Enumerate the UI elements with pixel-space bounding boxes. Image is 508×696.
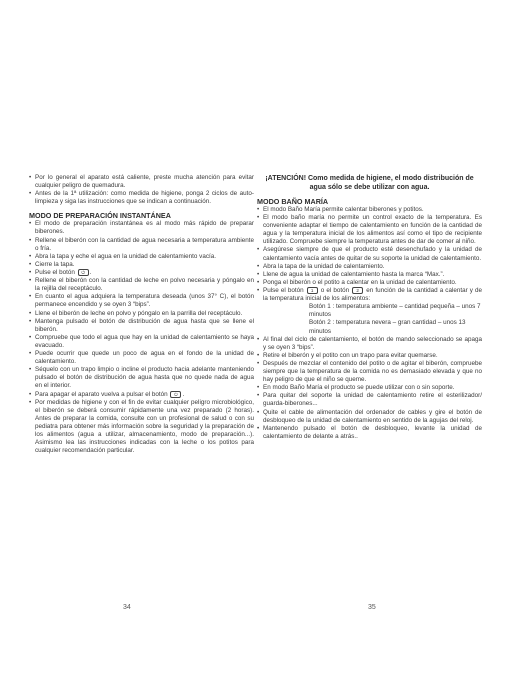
list-item: • Asegúrese siempre de que el producto esté desenchufado y la unidad de calentamiento vacía antes de quitar de su soporte la unidad de calentamiento. (257, 246, 482, 262)
section-heading-instant: MODO DE PREPARACIÓN INSTANTÁNEA (29, 211, 171, 221)
list-item-text: o el botón (320, 287, 350, 295)
button-2-description: Botón 2 : temperatura nevera – gran cantidad – unos 13 minutos (309, 319, 466, 335)
list-item: • Ponga el biberón o el potito a calentar en la unidad de calentamiento. (257, 279, 482, 287)
list-item: • Llene de agua la unidad de calentamiento hasta la marca “Max.”. (257, 271, 482, 279)
list-item: • Después de mezclar el contenido del potito o de agitar el biberón, compruebe siempre que la temperatura de la comida no es demasiado elevada y que no hay peligro de que el niño se queme. (257, 360, 482, 384)
button-2-icon: 2 (352, 287, 363, 294)
list-item: • Quite el cable de alimentación del ordenador de cables y gire el botón de desbloqueo de la unidad de calentamiento en sentido de la agujas del reloj. (257, 409, 482, 425)
list-item-press-buttons (257, 287, 482, 303)
list-item: • Mantenendo pulsado el botón de desbloqueo, levante la unidad de calentamiento de delante a atrás.. (257, 425, 482, 441)
intro-list (29, 174, 254, 206)
list-item-text: Pulse el botón (263, 287, 304, 295)
list-item: • Antes de la 1ª utilización: como medida de higiene, ponga 2 ciclos de auto-limpieza y siga las instrucciones que se indican a continuación. (29, 190, 254, 206)
list-item: • En modo Baño María el producto se puede utilizar con o sin soporte. (257, 384, 482, 392)
page-number-left: 34 (123, 604, 131, 611)
attention-note: ¡ATENCIÓN! Como medida de higiene, el modo distribución de agua sólo se debe utilizar con agua. (265, 175, 474, 191)
list-item-text: Para apagar el aparato vuelva a pulsar el botón (35, 390, 168, 398)
list-item-text: Pulse el botón (35, 269, 75, 277)
list-item: • Por lo general el aparato está caliente, preste mucha atención para evitar cualquier peligro de quemadura. (29, 174, 254, 190)
list-item: • Séquelo con un trapo limpio o incline el producto hacia adelante manteniendo pulsado el botón de distribución de agua hasta que no quede nada de agua en el interior. (29, 366, 254, 390)
list-item-suffix: . (89, 269, 92, 277)
list-item: • Abra la tapa de la unidad de calentamiento. (257, 263, 482, 271)
instant-mode-list (29, 220, 254, 455)
list-item-press-button (29, 269, 254, 277)
button-1-icon: 1 (307, 287, 318, 294)
list-item: • Al final del ciclo de calentamiento, el botón de mando seleccionado se apaga y se oyen 3 “bips”. (257, 336, 482, 352)
right-page-column (257, 174, 482, 441)
bain-marie-list (257, 206, 482, 441)
list-item-text: en función de la cantidad a calentar y de la temperatura inicial de los alimentos: (263, 287, 483, 303)
page-number-right: 35 (368, 604, 376, 611)
list-item: • En cuanto el agua adquiera la temperatura deseada (unos 37° C), el botón permanece encendido y se oyen 3 “bips”. (29, 293, 254, 309)
list-item: • Abra la tapa y eche el agua en la unidad de calentamiento vacía. (29, 253, 254, 261)
list-item: • Compruebe que todo el agua que hay en la unidad de calentamiento se haya evacuado. (29, 334, 254, 350)
list-item: • El modo de preparación instantánea es al modo más rápido de preparar biberones. (29, 220, 254, 236)
list-item: • Rellene el biberón con la cantidad de agua necesaria a temperatura ambiente o fría. (29, 237, 254, 253)
list-item: • Cierre la tapa. (29, 261, 254, 269)
list-item: • Retire el biberón y el potito con un trapo para evitar quemarse. (257, 352, 482, 360)
list-item: • El modo baño maría no permite un control exacto de la temperatura. Es conveniente adaptar el tiempo de calentamiento en función de la cantidad de agua y la temperatura inicial de los alimentos así como el tipo de recipiente utilizado. Compruebe siempre la temperatura antes de dar de comer al niño. (257, 214, 482, 246)
list-item-power-off (29, 391, 254, 399)
button-1-description: Botón 1 : temperatura ambiente – cantidad pequeña – unos 7 minutos (309, 303, 481, 319)
list-item: • Llene el biberón de leche en polvo y póngalo en la parrilla del receptáculo. (29, 310, 254, 318)
list-item: • Para quitar del soporte la unidad de calentamiento retire el esterilizador/ guarda-biberones... (257, 392, 482, 408)
section-heading-bain-marie: MODO BAÑO MARÍA (257, 197, 329, 206)
list-item: • Puede ocurrir que quede un poco de agua en el fondo de la unidad de calentamiento. (29, 350, 254, 366)
list-item: • Por medidas de higiene y con el fin de evitar cualquier peligro microbiológico, el biberón se deberá consumir rápidamente una vez preparado (2 horas). Antes de preparar la comida, consulte con un profesional de salud o con su pediatra para obtener más información sobre la seguridad y la preparación de los alimentos (agua a utilizar, almacenamiento, modo de preparación...). Asimismo lea las instrucciones indicadas con la leche o los potitos para cualquier recomendación particular. (29, 399, 254, 456)
list-item-suffix: . (182, 390, 185, 398)
list-item: • Mantenga pulsado el botón de distribución de agua hasta que se llene el biberón. (29, 318, 254, 334)
power-button-icon: ⏻ (78, 269, 89, 276)
left-page-column (29, 174, 254, 455)
power-button-icon: ⏻ (170, 391, 181, 398)
list-item: • Rellene el biberón con la cantidad de leche en polvo necesaria y póngalo en la rejilla del receptáculo. (29, 277, 254, 293)
list-item: • El modo Baño María permite calentar biberones y potitos. (257, 206, 482, 214)
